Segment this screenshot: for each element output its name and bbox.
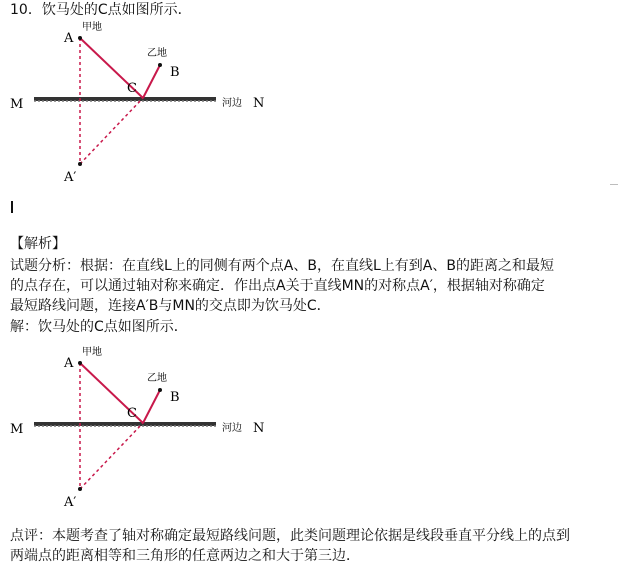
- label-A-prime-2: A′: [64, 495, 77, 510]
- solution-text: 解：饮马处的C点如图所示．: [10, 319, 188, 335]
- label-B-2: B: [170, 390, 180, 405]
- analysis-line-1: 试题分析：根据：在直线L上的同侧有两个点A、B，在直线L上有到A、B的距离之和最短: [10, 258, 554, 274]
- label-A-prime: A′: [64, 170, 77, 185]
- label-place-B-2: 乙地: [147, 373, 167, 384]
- segment-CB: [143, 65, 160, 98]
- label-M-2: M: [10, 422, 24, 437]
- label-river: 河边: [222, 98, 242, 109]
- comment-line-1: 点评：本题考查了轴对称确定最短路线问题，此类问题理论依据是线段垂直平分线上的点到: [10, 528, 570, 544]
- point-A-prime: [78, 162, 82, 166]
- segment-A-prime-C: [80, 98, 143, 164]
- label-N-2: N: [253, 421, 265, 436]
- point-B: [158, 63, 162, 67]
- question-text: 10．饮马处的C点如图所示．: [10, 2, 192, 18]
- point-A-2: [78, 361, 82, 365]
- point-B-2: [158, 388, 162, 392]
- label-C-2: C: [127, 406, 137, 421]
- label-place-A: 甲地: [82, 22, 102, 33]
- figure-1: [0, 18, 300, 188]
- point-A: [78, 36, 82, 40]
- label-A: A: [64, 31, 74, 46]
- label-B: B: [170, 65, 180, 80]
- figure-2: [0, 343, 300, 513]
- segment-A-prime-C-2: [80, 423, 143, 489]
- label-M: M: [10, 97, 24, 112]
- analysis-heading: 【解析】: [10, 236, 66, 252]
- label-C: C: [127, 81, 137, 96]
- analysis-line-3: 最短路线问题，连接A′B与MN的交点即为饮马处C．: [10, 298, 331, 314]
- label-river-2: 河边: [222, 423, 242, 434]
- label-place-B: 乙地: [147, 48, 167, 59]
- label-N: N: [253, 96, 265, 111]
- river-line-2: [34, 422, 216, 426]
- label-place-A-2: 甲地: [82, 347, 102, 358]
- label-A-2: A: [64, 356, 74, 371]
- segment-CB-2: [143, 390, 160, 423]
- comment-line-2: 两端点的距离相等和三角形的任意两边之和大于第三边．: [10, 548, 360, 564]
- edge-mark: [610, 184, 618, 185]
- text-cursor: [11, 201, 13, 213]
- point-A-prime-2: [78, 487, 82, 491]
- river-line: [34, 97, 216, 101]
- analysis-line-2: 的点存在，可以通过轴对称来确定．作出点A关于直线MN的对称点A′，根据轴对称确定: [10, 278, 545, 294]
